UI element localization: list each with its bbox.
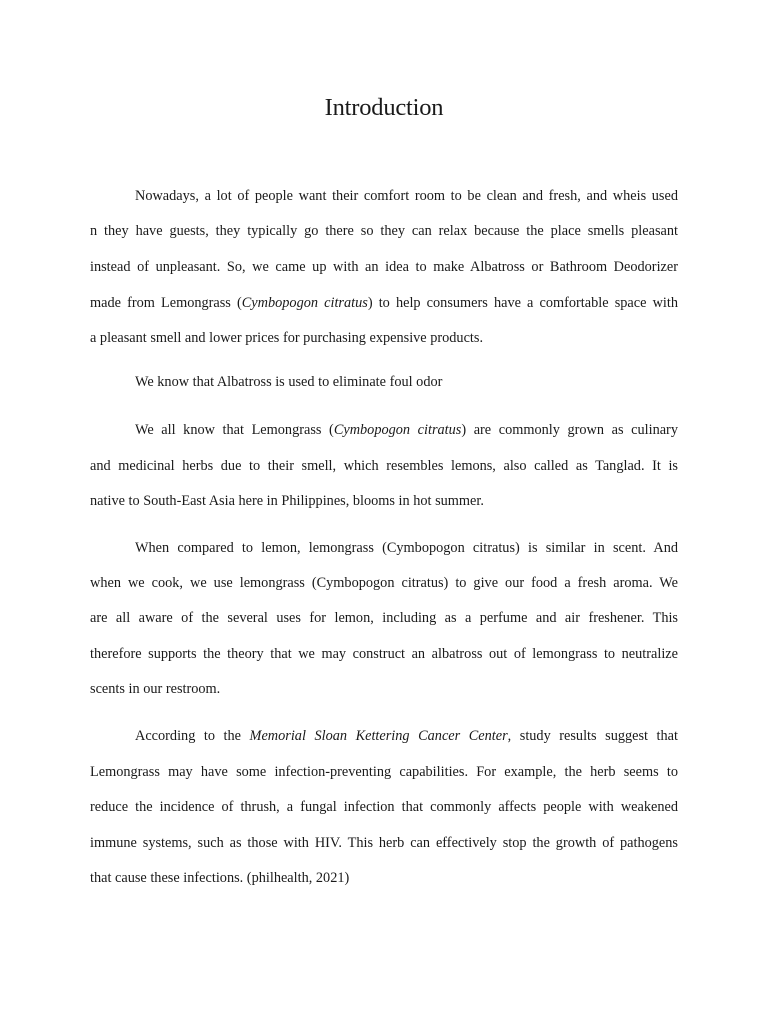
text-run: ) are commonly grown as culinary <box>461 422 678 438</box>
paragraph-line: and medicinal herbs due to their smell, which resembles lemons, also called as Tanglad. It is <box>90 458 678 474</box>
paragraph-line: a pleasant smell and lower prices for purchasing expensive products. <box>90 330 484 346</box>
paragraph-line: instead of unpleasant. So, we came up with an idea to make Albatross or Bathroom Deodorizer <box>90 259 678 275</box>
paragraph-line: native to South-East Asia here in Philippines, blooms in hot summer. <box>90 493 484 509</box>
text-run: According to the <box>135 728 250 744</box>
institution-name: Memorial Sloan Kettering Cancer Center <box>249 728 508 744</box>
paragraph-line <box>90 286 678 322</box>
text-run: , study results suggest that <box>507 728 678 744</box>
paragraph-line: scents in our restroom. <box>90 681 221 697</box>
text-run: We all know that Lemongrass ( <box>135 422 334 438</box>
paragraph-line: are all aware of the several uses for lemon, including as a perfume and air freshener. This <box>90 610 678 626</box>
paragraph-line: We know that Albatross is used to eliminate foul odor <box>135 374 443 390</box>
paragraph-line: therefore supports the theory that we may construct an albatross out of lemongrass to neutralize <box>90 646 678 662</box>
paragraph-line: n they have guests, they typically go there so they can relax because the place smells pleasant <box>90 223 678 239</box>
paragraph-line: When compared to lemon, lemongrass (Cymbopogon citratus) is similar in scent. And <box>135 540 678 556</box>
paragraph-line: immune systems, such as those with HIV. This herb can effectively stop the growth of pathogens <box>90 835 678 851</box>
paragraph-line: that cause these infections. (philhealth, 2021) <box>90 870 350 886</box>
text-run: made from Lemongrass ( <box>90 295 242 311</box>
paragraph-line: when we cook, we use lemongrass (Cymbopogon citratus) to give our food a fresh aroma. We <box>90 575 678 591</box>
paragraph-line: Nowadays, a lot of people want their comfort room to be clean and fresh, and wheis used <box>135 188 678 204</box>
text-run: ) to help consumers have a comfortable space with <box>367 295 678 311</box>
paragraph-line <box>90 413 678 449</box>
paragraph-line: Lemongrass may have some infection-preventing capabilities. For example, the herb seems to <box>90 764 678 780</box>
scientific-name: Cymbopogon citratus <box>333 422 462 438</box>
paragraph-line <box>90 719 678 755</box>
paragraph-line: reduce the incidence of thrush, a fungal infection that commonly affects people with weakened <box>90 799 678 815</box>
page-title: Introduction <box>324 94 444 121</box>
scientific-name: Cymbopogon citratus <box>241 295 368 311</box>
